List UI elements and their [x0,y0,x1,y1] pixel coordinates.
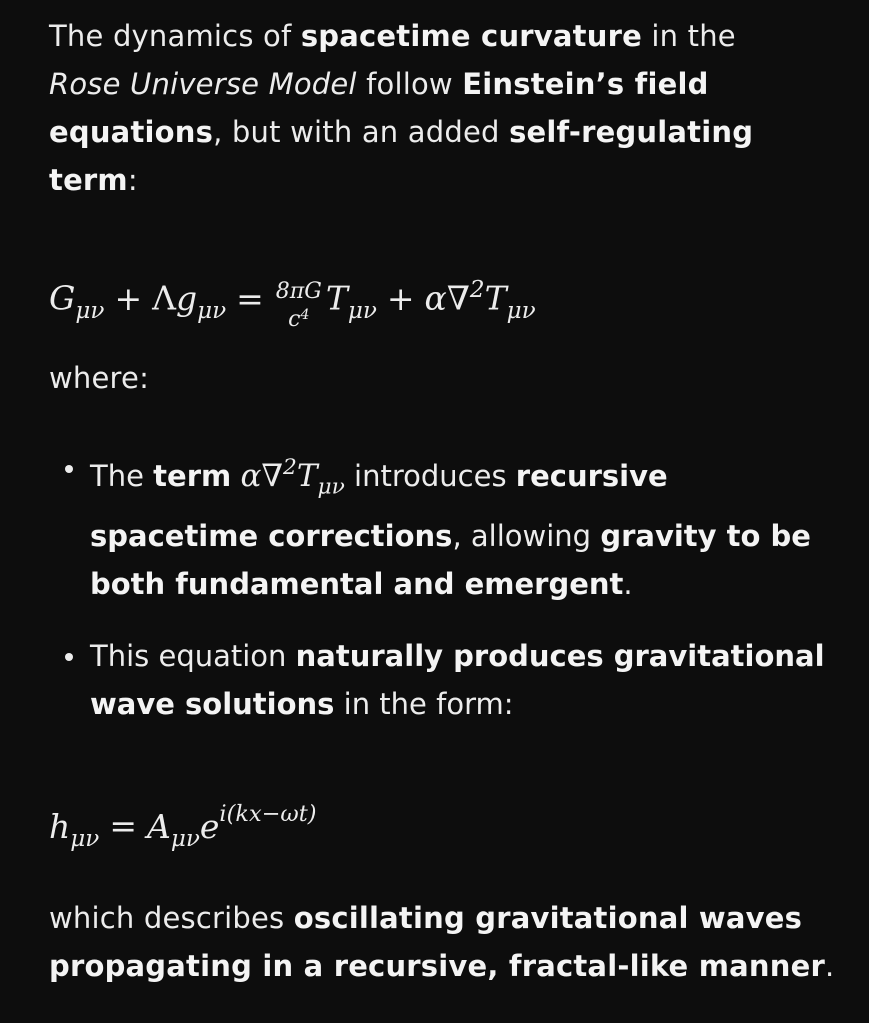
eq-symbol-Lambda: Λ [152,278,176,318]
wave-sub: μν [170,825,200,852]
closing-text-1: which describes [49,900,294,935]
eq-symbol-alpha: α [424,278,447,318]
eq-plus: + [386,278,415,318]
wave-equals: = [109,806,137,846]
bullet1-text-1: The [90,458,154,493]
intro-text-3: follow [356,67,463,101]
eq-square: 2 [469,277,485,303]
eq-symbol-nabla: ∇ [446,278,470,318]
eq-equals: = [236,278,264,318]
intro-text-5: : [127,163,138,197]
eq-frac-c: c [288,306,301,332]
intro-paragraph [49,12,839,204]
wave-symbol-h: h [49,806,71,846]
inline-alpha: α [240,457,262,494]
intro-bold-einstein: Einstein’s field equations [49,67,709,149]
wave-sub: μν [70,825,100,852]
list-item [49,444,839,608]
eq-frac-numerator: 8πG [275,278,322,304]
intro-text-4: , but with an added [213,115,510,149]
eq-symbol-g: g [175,278,198,318]
bullet2-text-2: in the form: [334,686,514,721]
bullet1-bold-term: term [153,458,232,493]
where-label: where: [49,361,150,395]
bullet-dot [65,653,73,661]
bullet-dot [65,465,73,473]
eq-sub: μν [347,297,377,324]
wave-symbol-A: A [146,806,171,846]
wave-symbol-e: e [199,806,220,846]
bullet2-bold-waves: naturally produces gravitational wave solutions [90,638,825,721]
inline-sub: μν [317,474,345,500]
wave-equation [49,784,839,852]
inline-term-math [240,455,345,500]
eq-sub: μν [75,297,105,324]
eq-plus: + [114,278,143,318]
eq-symbol-T: T [484,278,507,318]
bullet1-text-3: , allowing [452,518,601,553]
wave-exponent: i(kx−ωt) [219,800,317,827]
inline-T: T [296,457,318,494]
list-item [49,632,839,728]
intro-italic-model: Rose Universe Model [49,67,357,101]
bullet-list [49,444,839,728]
closing-bold: oscillating gravitational waves propagating in a recursive, fractal-like manner [49,900,825,983]
inline-square: 2 [283,455,297,480]
bullet1-bold-recursive: recursive spacetime corrections [90,458,668,553]
eq-sub: μν [197,297,227,324]
eq-symbol-T: T [325,278,348,318]
intro-bold-spacetime: spacetime curvature [300,19,642,53]
eq-fraction [274,278,324,332]
field-equation [49,260,839,332]
closing-text-2: . [824,948,835,983]
message-content [49,12,839,990]
bullet2-text-1: This equation [90,638,296,673]
intro-text-2: in the [641,19,736,53]
eq-frac-exp: 4 [300,306,310,323]
intro-text-1: The dynamics of [49,19,301,53]
eq-frac-denominator [288,303,309,331]
closing-paragraph [49,894,839,990]
inline-nabla: ∇ [261,457,284,494]
eq-symbol-G: G [49,278,76,318]
eq-sub: μν [506,297,536,324]
bullet1-text-2: introduces [344,458,516,493]
bullet1-bold-gravity: gravity to be both fundamental and emergent [90,518,811,601]
bullet1-text-4: . [623,566,633,601]
intro-bold-selfreg: self-regulating term [49,115,754,197]
